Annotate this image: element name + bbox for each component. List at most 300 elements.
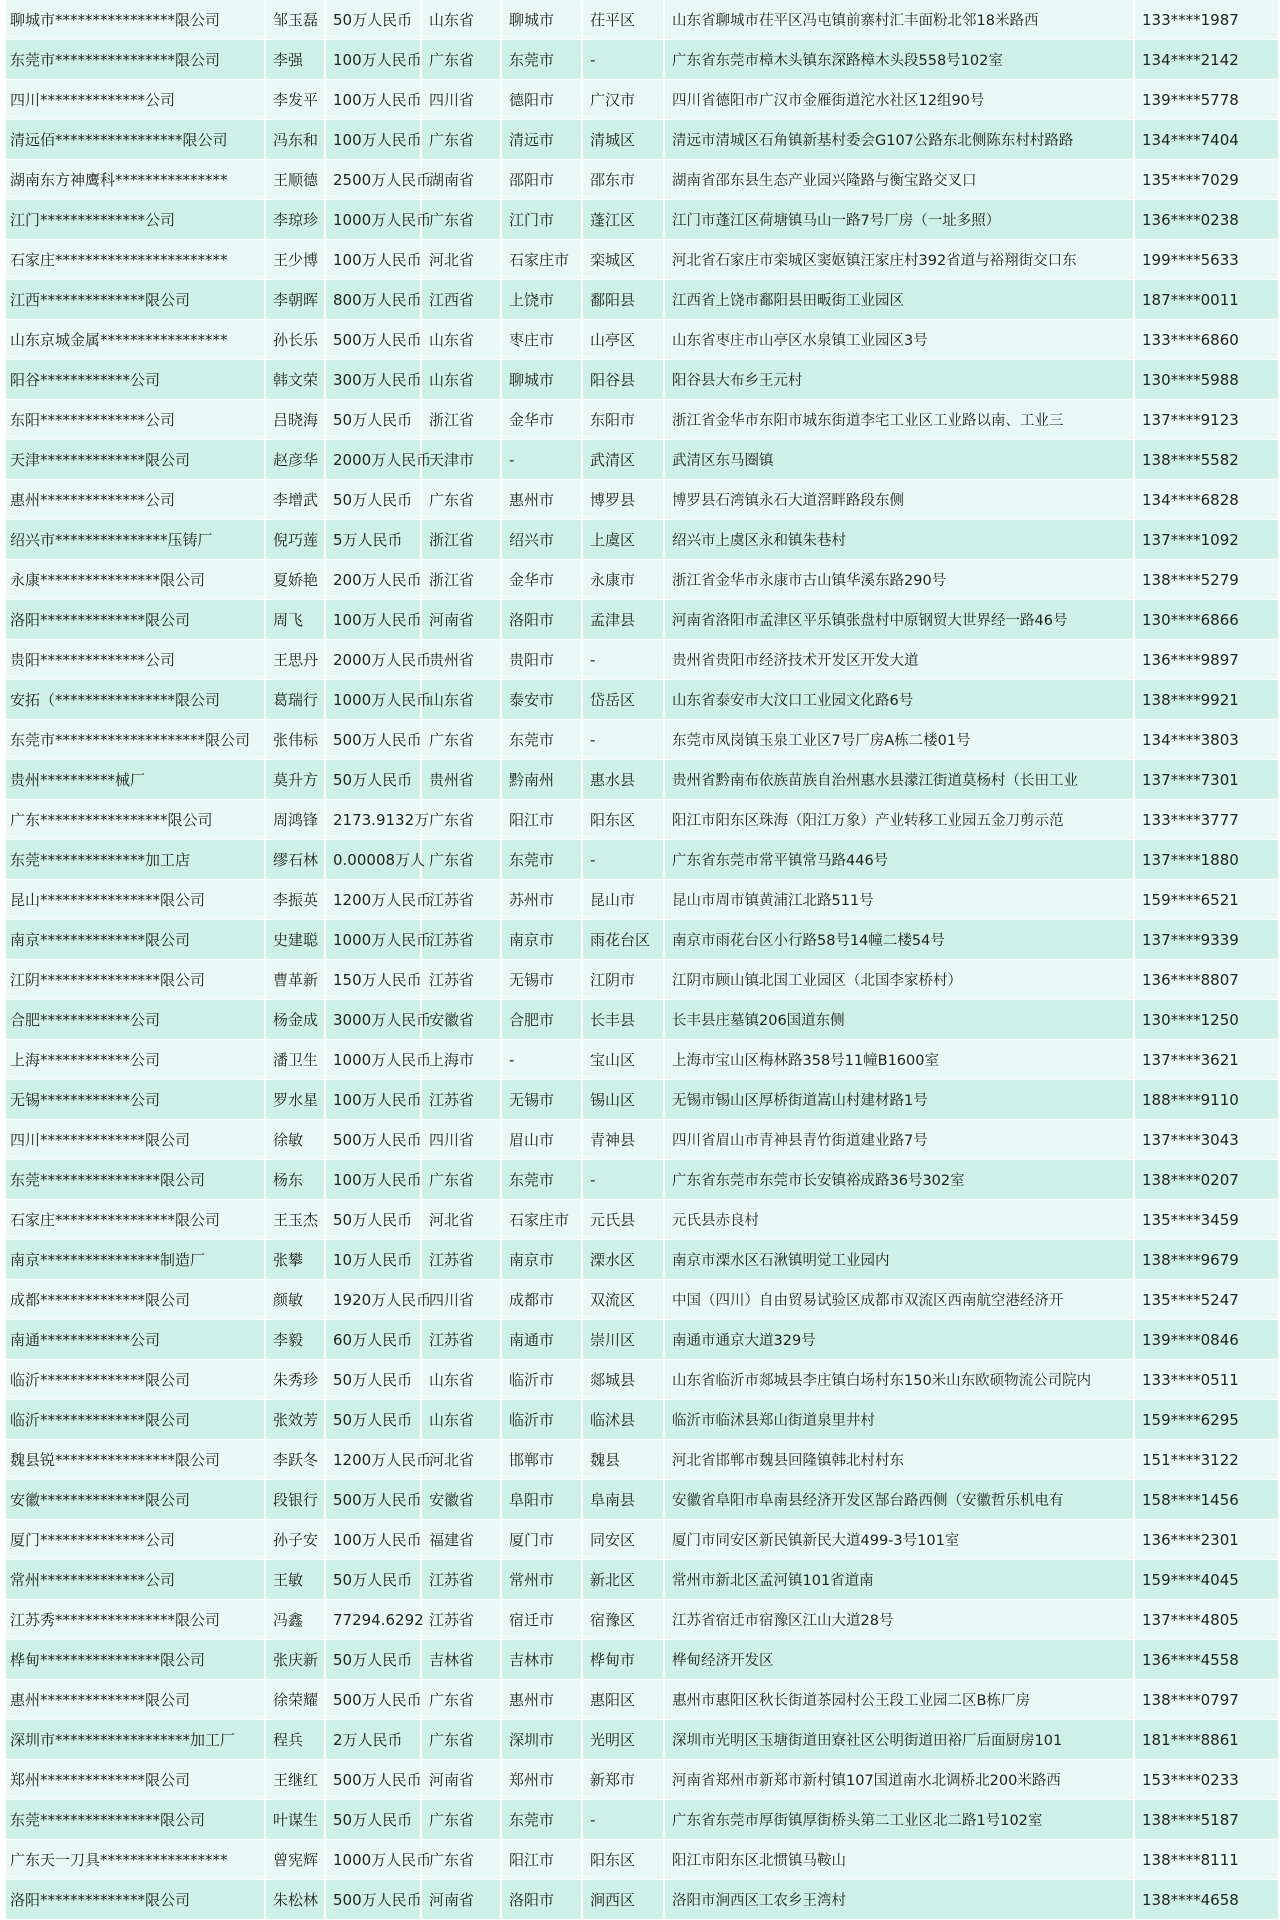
registered-capital-cell: 1920万人民币 <box>325 1280 421 1320</box>
table-row <box>6 520 1278 560</box>
table-row <box>6 920 1278 960</box>
phone-cell: 134****7404 <box>1134 120 1278 160</box>
province-cell: 江苏省 <box>421 1080 501 1120</box>
registered-capital-cell: 1200万人民币 <box>325 1440 421 1480</box>
legal-representative-cell: 曹革新 <box>265 960 325 1000</box>
registered-capital-cell: 2000万人民币 <box>325 440 421 480</box>
city-cell: 金华市 <box>501 560 582 600</box>
city-cell: - <box>501 1040 582 1080</box>
legal-representative-cell: 李琼珍 <box>265 200 325 240</box>
province-cell: 广东省 <box>421 120 501 160</box>
province-cell: 四川省 <box>421 1120 501 1160</box>
phone-cell: 138****0797 <box>1134 1680 1278 1720</box>
address-cell: 河北省邯郸市魏县回隆镇韩北村村东 <box>664 1440 1134 1480</box>
legal-representative-cell: 张攀 <box>265 1240 325 1280</box>
company-name-cell: 四川**************公司 <box>6 80 265 120</box>
city-cell: 苏州市 <box>501 880 582 920</box>
address-cell: 元氏县赤良村 <box>664 1200 1134 1240</box>
legal-representative-cell: 张庆新 <box>265 1640 325 1680</box>
address-cell: 广东省东莞市常平镇常马路446号 <box>664 840 1134 880</box>
legal-representative-cell: 邹玉磊 <box>265 0 325 40</box>
phone-cell: 181****8861 <box>1134 1720 1278 1760</box>
phone-cell: 136****2301 <box>1134 1520 1278 1560</box>
legal-representative-cell: 王思丹 <box>265 640 325 680</box>
address-cell: 阳江市阳东区北惯镇马鞍山 <box>664 1840 1134 1880</box>
district-cell: 崇川区 <box>582 1320 664 1360</box>
province-cell: 天津市 <box>421 440 501 480</box>
registered-capital-cell: 100万人民币 <box>325 80 421 120</box>
address-cell: 中国（四川）自由贸易试验区成都市双流区西南航空港经济开 <box>664 1280 1134 1320</box>
phone-cell: 138****5279 <box>1134 560 1278 600</box>
table-row <box>6 1880 1278 1920</box>
address-cell: 河南省洛阳市孟津区平乐镇张盘村中原钢贸大世界经一路46号 <box>664 600 1134 640</box>
province-cell: 四川省 <box>421 80 501 120</box>
address-cell: 长丰县庄墓镇206国道东侧 <box>664 1000 1134 1040</box>
district-cell: 元氏县 <box>582 1200 664 1240</box>
city-cell: 聊城市 <box>501 0 582 40</box>
province-cell: 吉林省 <box>421 1640 501 1680</box>
address-cell: 山东省聊城市茌平区冯屯镇前寨村汇丰面粉北邻18米路西 <box>664 0 1134 40</box>
table-row <box>6 1840 1278 1880</box>
phone-cell: 188****9110 <box>1134 1080 1278 1120</box>
phone-cell: 133****0511 <box>1134 1360 1278 1400</box>
district-cell: 武清区 <box>582 440 664 480</box>
table-row <box>6 320 1278 360</box>
registered-capital-cell: 10万人民币 <box>325 1240 421 1280</box>
legal-representative-cell: 李振英 <box>265 880 325 920</box>
city-cell: 金华市 <box>501 400 582 440</box>
province-cell: 广东省 <box>421 1720 501 1760</box>
registered-capital-cell: 2000万人民币 <box>325 640 421 680</box>
company-name-cell: 洛阳**************限公司 <box>6 600 265 640</box>
company-name-cell: 东莞市****************限公司 <box>6 40 265 80</box>
phone-cell: 138****5582 <box>1134 440 1278 480</box>
company-name-cell: 东莞市********************限公司 <box>6 720 265 760</box>
company-name-cell: 厦门**************公司 <box>6 1520 265 1560</box>
address-cell: 阳江市阳东区珠海（阳江万象）产业转移工业园五金刀剪示范 <box>664 800 1134 840</box>
city-cell: 合肥市 <box>501 1000 582 1040</box>
legal-representative-cell: 冯东和 <box>265 120 325 160</box>
phone-cell: 187****0011 <box>1134 280 1278 320</box>
legal-representative-cell: 王顺德 <box>265 160 325 200</box>
table-row <box>6 160 1278 200</box>
company-name-cell: 深圳市******************加工厂 <box>6 1720 265 1760</box>
address-cell: 安徽省阜阳市阜南县经济开发区郜台路西侧（安徽哲乐机电有 <box>664 1480 1134 1520</box>
district-cell: 阳东区 <box>582 800 664 840</box>
company-name-cell: 南京**************限公司 <box>6 920 265 960</box>
table-row <box>6 200 1278 240</box>
district-cell: 惠水县 <box>582 760 664 800</box>
address-cell: 江阴市顾山镇北国工业园区（北国李家桥村） <box>664 960 1134 1000</box>
city-cell: 惠州市 <box>501 1680 582 1720</box>
legal-representative-cell: 王少博 <box>265 240 325 280</box>
district-cell: 博罗县 <box>582 480 664 520</box>
legal-representative-cell: 杨东 <box>265 1160 325 1200</box>
table-row <box>6 960 1278 1000</box>
address-cell: 南京市雨花台区小行路58号14幢二楼54号 <box>664 920 1134 960</box>
registered-capital-cell: 1000万人民币 <box>325 1040 421 1080</box>
company-name-cell: 清远佰*****************限公司 <box>6 120 265 160</box>
table-row <box>6 1160 1278 1200</box>
company-name-cell: 江门**************公司 <box>6 200 265 240</box>
registered-capital-cell: 1000万人民币 <box>325 1840 421 1880</box>
phone-cell: 138****5187 <box>1134 1800 1278 1840</box>
phone-cell: 133****3777 <box>1134 800 1278 840</box>
city-cell: 聊城市 <box>501 360 582 400</box>
table-row <box>6 1440 1278 1480</box>
district-cell: 东阳市 <box>582 400 664 440</box>
company-name-cell: 贵阳**************公司 <box>6 640 265 680</box>
province-cell: 安徽省 <box>421 1480 501 1520</box>
company-name-cell: 天津**************限公司 <box>6 440 265 480</box>
phone-cell: 138****9921 <box>1134 680 1278 720</box>
table-row <box>6 240 1278 280</box>
phone-cell: 137****7301 <box>1134 760 1278 800</box>
address-cell: 江门市蓬江区荷塘镇马山一路7号厂房（一址多照） <box>664 200 1134 240</box>
company-name-cell: 绍兴市***************压铸厂 <box>6 520 265 560</box>
registered-capital-cell: 100万人民币 <box>325 240 421 280</box>
phone-cell: 133****1987 <box>1134 0 1278 40</box>
legal-representative-cell: 韩文荣 <box>265 360 325 400</box>
phone-cell: 130****5988 <box>1134 360 1278 400</box>
city-cell: 石家庄市 <box>501 1200 582 1240</box>
registered-capital-cell: 100万人民币 <box>325 600 421 640</box>
table-row <box>6 40 1278 80</box>
city-cell: 郑州市 <box>501 1760 582 1800</box>
city-cell: 上饶市 <box>501 280 582 320</box>
city-cell: 黔南州 <box>501 760 582 800</box>
legal-representative-cell: 夏娇艳 <box>265 560 325 600</box>
district-cell: 桦甸市 <box>582 1640 664 1680</box>
company-name-cell: 上海************公司 <box>6 1040 265 1080</box>
district-cell: 栾城区 <box>582 240 664 280</box>
province-cell: 江苏省 <box>421 880 501 920</box>
legal-representative-cell: 王敏 <box>265 1560 325 1600</box>
company-name-cell: 广东天一刀具***************** <box>6 1840 265 1880</box>
legal-representative-cell: 徐荣耀 <box>265 1680 325 1720</box>
table-row <box>6 1640 1278 1680</box>
registered-capital-cell: 300万人民币 <box>325 360 421 400</box>
legal-representative-cell: 罗水星 <box>265 1080 325 1120</box>
legal-representative-cell: 张伟标 <box>265 720 325 760</box>
district-cell: 长丰县 <box>582 1000 664 1040</box>
table-row <box>6 1320 1278 1360</box>
province-cell: 山东省 <box>421 1400 501 1440</box>
company-name-cell: 湖南东方神鹰科*************** <box>6 160 265 200</box>
address-cell: 绍兴市上虞区永和镇朱巷村 <box>664 520 1134 560</box>
city-cell: 邯郸市 <box>501 1440 582 1480</box>
table-row <box>6 720 1278 760</box>
province-cell: 贵州省 <box>421 640 501 680</box>
company-name-cell: 惠州**************公司 <box>6 480 265 520</box>
table-row <box>6 440 1278 480</box>
address-cell: 山东省枣庄市山亭区水泉镇工业园区3号 <box>664 320 1134 360</box>
city-cell: 临沂市 <box>501 1400 582 1440</box>
city-cell: 南通市 <box>501 1320 582 1360</box>
legal-representative-cell: 程兵 <box>265 1720 325 1760</box>
address-cell: 江苏省宿迁市宿豫区江山大道28号 <box>664 1600 1134 1640</box>
registered-capital-cell: 100万人民币 <box>325 1160 421 1200</box>
company-name-cell: 东莞****************限公司 <box>6 1160 265 1200</box>
city-cell: 眉山市 <box>501 1120 582 1160</box>
table-row <box>6 80 1278 120</box>
table-row <box>6 1400 1278 1440</box>
company-name-cell: 合肥************公司 <box>6 1000 265 1040</box>
phone-cell: 136****0238 <box>1134 200 1278 240</box>
table-row <box>6 120 1278 160</box>
phone-cell: 130****1250 <box>1134 1000 1278 1040</box>
phone-cell: 138****0207 <box>1134 1160 1278 1200</box>
city-cell: 洛阳市 <box>501 1880 582 1920</box>
phone-cell: 137****4805 <box>1134 1600 1278 1640</box>
district-cell: 阳东区 <box>582 1840 664 1880</box>
phone-cell: 136****4558 <box>1134 1640 1278 1680</box>
phone-cell: 135****7029 <box>1134 160 1278 200</box>
company-name-cell: 南通************公司 <box>6 1320 265 1360</box>
address-cell: 深圳市光明区玉塘街道田寮社区公明街道田裕厂后面厨房101 <box>664 1720 1134 1760</box>
table-row <box>6 280 1278 320</box>
city-cell: 厦门市 <box>501 1520 582 1560</box>
district-cell: 新北区 <box>582 1560 664 1600</box>
phone-cell: 151****3122 <box>1134 1440 1278 1480</box>
city-cell: 惠州市 <box>501 480 582 520</box>
table-row <box>6 680 1278 720</box>
registered-capital-cell: 50万人民币 <box>325 1360 421 1400</box>
city-cell: 阳江市 <box>501 800 582 840</box>
registered-capital-cell: 50万人民币 <box>325 760 421 800</box>
phone-cell: 136****8807 <box>1134 960 1278 1000</box>
province-cell: 江苏省 <box>421 920 501 960</box>
address-cell: 四川省德阳市广汉市金雁街道沱水社区12组90号 <box>664 80 1134 120</box>
company-name-cell: 临沂**************限公司 <box>6 1360 265 1400</box>
address-cell: 东莞市凤岗镇玉泉工业区7号厂房A栋二楼01号 <box>664 720 1134 760</box>
table-row <box>6 1520 1278 1560</box>
address-cell: 江西省上饶市鄱阳县田畈街工业园区 <box>664 280 1134 320</box>
registered-capital-cell: 50万人民币 <box>325 1200 421 1240</box>
registered-capital-cell: 1200万人民币 <box>325 880 421 920</box>
table-row <box>6 1800 1278 1840</box>
address-cell: 广东省东莞市厚街镇厚街桥头第二工业区北二路1号102室 <box>664 1800 1134 1840</box>
province-cell: 山东省 <box>421 1360 501 1400</box>
legal-representative-cell: 王玉杰 <box>265 1200 325 1240</box>
province-cell: 上海市 <box>421 1040 501 1080</box>
company-name-cell: 江苏秀****************限公司 <box>6 1600 265 1640</box>
table-row <box>6 600 1278 640</box>
phone-cell: 159****6295 <box>1134 1400 1278 1440</box>
company-name-cell: 郑州**************限公司 <box>6 1760 265 1800</box>
district-cell: 茌平区 <box>582 0 664 40</box>
phone-cell: 139****5778 <box>1134 80 1278 120</box>
table-row <box>6 0 1278 40</box>
legal-representative-cell: 吕晓海 <box>265 400 325 440</box>
city-cell: 洛阳市 <box>501 600 582 640</box>
legal-representative-cell: 缪石林 <box>265 840 325 880</box>
district-cell: 双流区 <box>582 1280 664 1320</box>
district-cell: 惠阳区 <box>582 1680 664 1720</box>
registered-capital-cell: 150万人民币 <box>325 960 421 1000</box>
company-name-cell: 石家庄****************限公司 <box>6 1200 265 1240</box>
city-cell: 无锡市 <box>501 1080 582 1120</box>
phone-cell: 137****1880 <box>1134 840 1278 880</box>
district-cell: 同安区 <box>582 1520 664 1560</box>
company-name-cell: 东莞****************限公司 <box>6 1800 265 1840</box>
district-cell: 临沭县 <box>582 1400 664 1440</box>
registered-capital-cell: 500万人民币 <box>325 1760 421 1800</box>
phone-cell: 137****3621 <box>1134 1040 1278 1080</box>
legal-representative-cell: 段银行 <box>265 1480 325 1520</box>
address-cell: 贵州省黔南布依族苗族自治州惠水县濛江街道莫杨村（长田工业 <box>664 760 1134 800</box>
phone-cell: 135****3459 <box>1134 1200 1278 1240</box>
phone-cell: 138****4658 <box>1134 1880 1278 1920</box>
city-cell: 阳江市 <box>501 1840 582 1880</box>
company-name-cell: 无锡************公司 <box>6 1080 265 1120</box>
district-cell: - <box>582 1800 664 1840</box>
company-name-cell: 山东京城金属***************** <box>6 320 265 360</box>
registered-capital-cell: 1000万人民币 <box>325 920 421 960</box>
address-cell: 桦甸经济开发区 <box>664 1640 1134 1680</box>
registered-capital-cell: 500万人民币 <box>325 720 421 760</box>
district-cell: 光明区 <box>582 1720 664 1760</box>
province-cell: 湖南省 <box>421 160 501 200</box>
province-cell: 江西省 <box>421 280 501 320</box>
phone-cell: 199****5633 <box>1134 240 1278 280</box>
legal-representative-cell: 孙子安 <box>265 1520 325 1560</box>
district-cell: 锡山区 <box>582 1080 664 1120</box>
legal-representative-cell: 史建聪 <box>265 920 325 960</box>
registered-capital-cell: 2万人民币 <box>325 1720 421 1760</box>
province-cell: 广东省 <box>421 840 501 880</box>
company-name-cell: 惠州**************限公司 <box>6 1680 265 1720</box>
city-cell: 吉林市 <box>501 1640 582 1680</box>
registered-capital-cell: 100万人民币 <box>325 120 421 160</box>
address-cell: 常州市新北区孟河镇101省道南 <box>664 1560 1134 1600</box>
province-cell: 江苏省 <box>421 1320 501 1360</box>
legal-representative-cell: 叶谋生 <box>265 1800 325 1840</box>
registered-capital-cell: 60万人民币 <box>325 1320 421 1360</box>
address-cell: 无锡市锡山区厚桥街道嵩山村建材路1号 <box>664 1080 1134 1120</box>
district-cell: 溧水区 <box>582 1240 664 1280</box>
district-cell: - <box>582 40 664 80</box>
registered-capital-cell: 500万人民币 <box>325 1880 421 1920</box>
district-cell: - <box>582 640 664 680</box>
company-name-cell: 东阳**************公司 <box>6 400 265 440</box>
phone-cell: 137****9339 <box>1134 920 1278 960</box>
city-cell: 德阳市 <box>501 80 582 120</box>
city-cell: 江门市 <box>501 200 582 240</box>
province-cell: 山东省 <box>421 680 501 720</box>
district-cell: 永康市 <box>582 560 664 600</box>
phone-cell: 137****3043 <box>1134 1120 1278 1160</box>
table-row <box>6 400 1278 440</box>
table-row <box>6 760 1278 800</box>
address-cell: 阳谷县大布乡王元村 <box>664 360 1134 400</box>
table-row <box>6 1040 1278 1080</box>
district-cell: 新郑市 <box>582 1760 664 1800</box>
district-cell: 邵东市 <box>582 160 664 200</box>
address-cell: 厦门市同安区新民镇新民大道499-3号101室 <box>664 1520 1134 1560</box>
registered-capital-cell: 100万人民币 <box>325 1080 421 1120</box>
legal-representative-cell: 周飞 <box>265 600 325 640</box>
province-cell: 广东省 <box>421 1840 501 1880</box>
province-cell: 江苏省 <box>421 1600 501 1640</box>
province-cell: 浙江省 <box>421 400 501 440</box>
registered-capital-cell: 50万人民币 <box>325 1800 421 1840</box>
company-name-cell: 安拓（****************限公司 <box>6 680 265 720</box>
table-row <box>6 1000 1278 1040</box>
district-cell: 江阴市 <box>582 960 664 1000</box>
province-cell: 贵州省 <box>421 760 501 800</box>
address-cell: 湖南省邵东县生态产业园兴隆路与衡宝路交叉口 <box>664 160 1134 200</box>
phone-cell: 137****9123 <box>1134 400 1278 440</box>
city-cell: 深圳市 <box>501 1720 582 1760</box>
company-name-cell: 洛阳**************限公司 <box>6 1880 265 1920</box>
registered-capital-cell: 2500万人民币 <box>325 160 421 200</box>
company-name-cell: 四川**************限公司 <box>6 1120 265 1160</box>
province-cell: 四川省 <box>421 1280 501 1320</box>
city-cell: 贵阳市 <box>501 640 582 680</box>
province-cell: 安徽省 <box>421 1000 501 1040</box>
address-cell: 惠州市惠阳区秋长街道茶园村公王段工业园二区B栋厂房 <box>664 1680 1134 1720</box>
province-cell: 广东省 <box>421 1680 501 1720</box>
company-name-cell: 桦甸****************限公司 <box>6 1640 265 1680</box>
phone-cell: 138****8111 <box>1134 1840 1278 1880</box>
table-row <box>6 1760 1278 1800</box>
table-row <box>6 1600 1278 1640</box>
province-cell: 广东省 <box>421 800 501 840</box>
company-name-cell: 东莞**************加工店 <box>6 840 265 880</box>
district-cell: 孟津县 <box>582 600 664 640</box>
address-cell: 四川省眉山市青神县青竹街道建业路7号 <box>664 1120 1134 1160</box>
registered-capital-cell: 50万人民币 <box>325 400 421 440</box>
company-table <box>6 0 1278 1920</box>
legal-representative-cell: 颜敏 <box>265 1280 325 1320</box>
phone-cell: 134****6828 <box>1134 480 1278 520</box>
legal-representative-cell: 孙长乐 <box>265 320 325 360</box>
city-cell: 枣庄市 <box>501 320 582 360</box>
province-cell: 河北省 <box>421 1200 501 1240</box>
company-name-cell: 阳谷************公司 <box>6 360 265 400</box>
district-cell: 魏县 <box>582 1440 664 1480</box>
company-name-cell: 江西**************限公司 <box>6 280 265 320</box>
district-cell: 山亭区 <box>582 320 664 360</box>
province-cell: 广东省 <box>421 480 501 520</box>
address-cell: 上海市宝山区梅林路358号11幢B1600室 <box>664 1040 1134 1080</box>
city-cell: 东莞市 <box>501 40 582 80</box>
legal-representative-cell: 李发平 <box>265 80 325 120</box>
address-cell: 山东省泰安市大汶口工业园文化路6号 <box>664 680 1134 720</box>
phone-cell: 159****6521 <box>1134 880 1278 920</box>
province-cell: 广东省 <box>421 1160 501 1200</box>
province-cell: 河北省 <box>421 1440 501 1480</box>
phone-cell: 159****4045 <box>1134 1560 1278 1600</box>
table-row <box>6 1680 1278 1720</box>
registered-capital-cell: 5万人民币 <box>325 520 421 560</box>
legal-representative-cell: 李毅 <box>265 1320 325 1360</box>
company-name-cell: 常州**************公司 <box>6 1560 265 1600</box>
province-cell: 江苏省 <box>421 960 501 1000</box>
registered-capital-cell: 500万人民币 <box>325 1680 421 1720</box>
table-body <box>6 0 1278 1920</box>
city-cell: 泰安市 <box>501 680 582 720</box>
phone-cell: 158****1456 <box>1134 1480 1278 1520</box>
legal-representative-cell: 周鸿锋 <box>265 800 325 840</box>
table-row <box>6 360 1278 400</box>
company-name-cell: 成都**************限公司 <box>6 1280 265 1320</box>
address-cell: 浙江省金华市永康市古山镇华溪东路290号 <box>664 560 1134 600</box>
legal-representative-cell: 倪巧莲 <box>265 520 325 560</box>
district-cell: 阳谷县 <box>582 360 664 400</box>
table-row <box>6 1200 1278 1240</box>
